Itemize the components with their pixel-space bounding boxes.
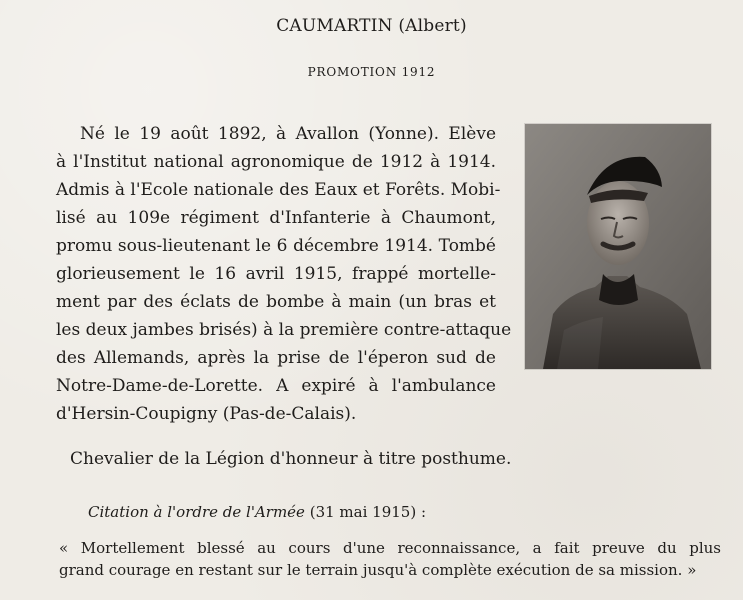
biography-line: Notre-Dame-de-Lorette. A expiré à l'ambulance [56, 376, 496, 396]
promotion-subtitle: PROMOTION 1912 [307, 65, 436, 79]
biography-line: les deux jambes brisés) à la première contre-attaque [56, 320, 512, 340]
citation-heading [88, 503, 426, 521]
biography-line: d'Hersin-Coupigny (Pas-de-Calais). [56, 404, 357, 424]
quote-line: grand courage en restant sur le terrain jusqu'à complète exécution de sa mission. » [59, 561, 697, 579]
biography-line: à l'Institut national agronomique de 1912 à 1914. [56, 152, 496, 172]
quote-line: « Mortellement blessé au cours d'une reconnaissance, a fait preuve du plus [59, 539, 721, 557]
biography-line: ment par des éclats de bombe à main (un bras et [56, 292, 496, 312]
citation-date: (31 mai 1915) : [309, 503, 427, 521]
biography-line: des Allemands, après la prise de l'éperon sud de [56, 348, 496, 368]
citation-quote [59, 537, 721, 581]
portrait-photo [525, 124, 711, 369]
biography-line: glorieusement le 16 avril 1915, frappé mortelle- [56, 264, 496, 284]
biography-line: promu sous-lieutenant le 6 décembre 1914. Tombé [56, 236, 496, 256]
biography-line: Né le 19 août 1892, à Avallon (Yonne). Elève [80, 124, 496, 144]
honor-text: Chevalier de la Légion d'honneur à titre posthume. [70, 449, 512, 469]
page-title: CAUMARTIN (Albert) [276, 16, 467, 36]
biography-line: lisé au 109e régiment d'Infanterie à Chaumont, [56, 208, 496, 228]
biography-text [56, 120, 512, 428]
citation-label: Citation à l'ordre de l'Armée [88, 503, 305, 521]
biography-line: Admis à l'Ecole nationale des Eaux et Forêts. Mobi- [56, 180, 501, 200]
